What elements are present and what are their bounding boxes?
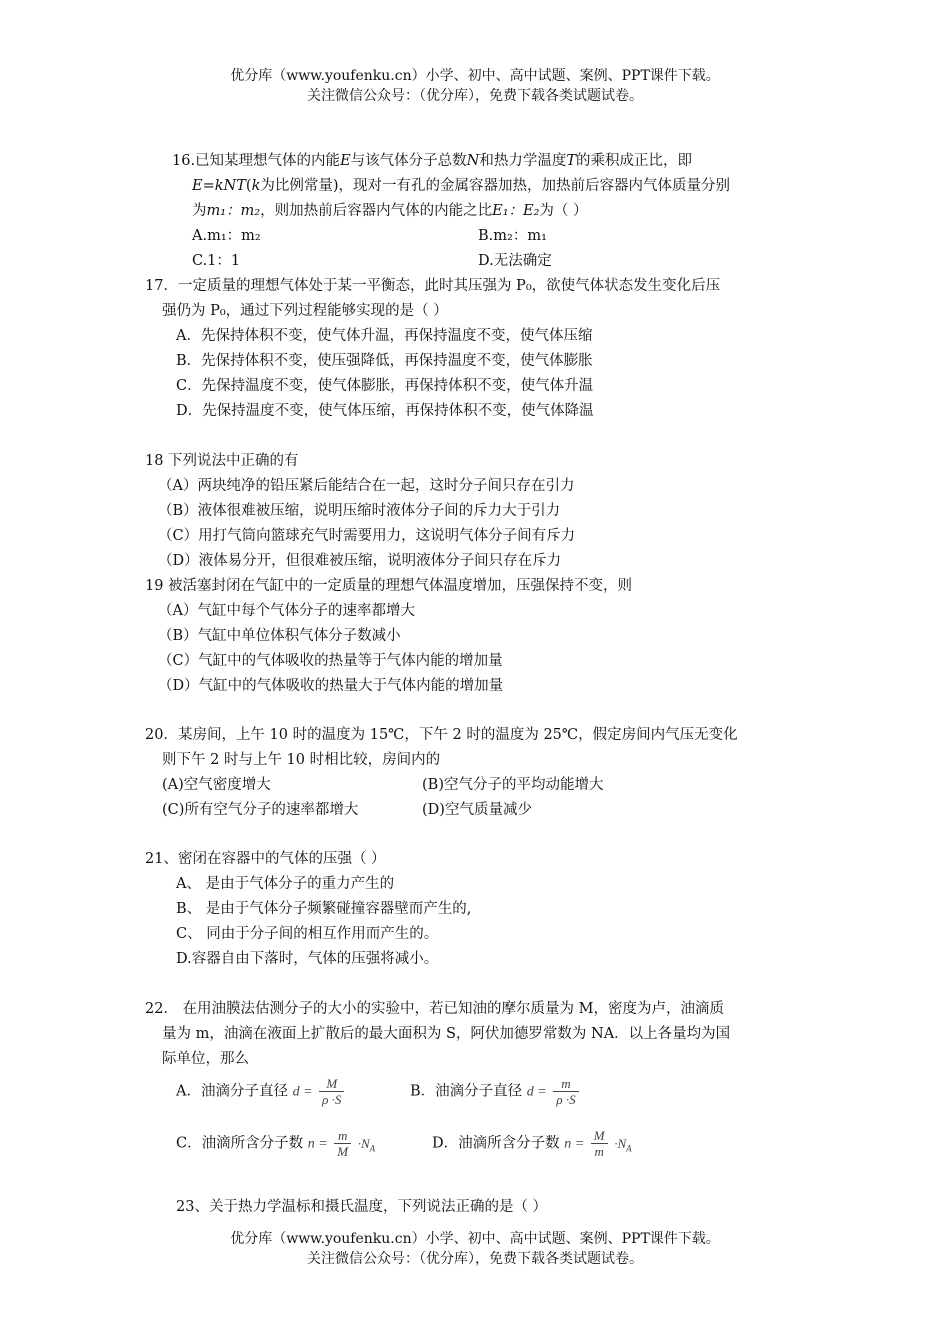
q19-option-b: （B）气缸中单位体积气体分子数减小 [158, 628, 401, 644]
q17-stem-line-1: 17．一定质量的理想气体处于某一平衡态，此时其压强为 P₀，欲使气体状态发生变化后压 [145, 278, 721, 294]
q22-fb-den: ρ ·S [556, 1092, 576, 1107]
q22-fa-den: ρ ·S [322, 1092, 342, 1107]
q22-option-d-na: $\cdot N_A$ [614, 1135, 632, 1154]
q19-option-d: （D）气缸中的气体吸收的热量大于气体内能的增加量 [158, 678, 504, 694]
q16-formula: E=kNT [192, 178, 246, 194]
q18-option-d: （D）液体易分开，但很难被压缩，说明液体分子间只存在斥力 [158, 553, 562, 569]
q16-stem-line-1: 16.已知某理想气体的内能E与该气体分子总数N和热力学温度T的乘积成正比，即 [172, 153, 693, 169]
q20-option-c: (C)所有空气分子的速率都增大 [162, 802, 359, 818]
q22-option-d-formula [591, 1128, 608, 1159]
q20-option-b: (B)空气分子的平均动能增大 [422, 777, 604, 793]
q22-option-a-d: d = [292, 1084, 313, 1100]
q16-option-b: B.m₂：m₁ [478, 228, 547, 244]
q20-option-d: (D)空气质量减少 [422, 802, 532, 818]
q22-stem-line-1: 22． 在用油膜法估测分子的大小的实验中，若已知油的摩尔质量为 M，密度为卢，油滴质 [145, 1001, 725, 1017]
q22-option-c-formula [334, 1128, 351, 1159]
q18-stem: 18 下列说法中正确的有 [145, 453, 299, 469]
footer-line-1: 优分库（www.youfenku.cn）小学、初中、高中试题、案例、PPT课件下载。 [230, 1231, 720, 1247]
q22-option-c-na: $\cdot N_A$ [357, 1135, 376, 1154]
q22-option-c-n: n = [307, 1136, 328, 1152]
q19-stem: 19 被活塞封闭在气缸中的一定质量的理想气体温度增加，压强保持不变，则 [145, 578, 633, 594]
q21-stem: 21、密闭在容器中的气体的压强（ ） [145, 851, 386, 867]
q22-option-c: C．油滴所含分子数 n = $\frac{m}{M}$ $\cdot N_A$ [176, 1128, 376, 1159]
q16-option-a: A.m₁：m₂ [192, 228, 261, 244]
q16-option-c: C.1：1 [192, 253, 241, 269]
header-line-2: 关注微信公众号：（优分库），免费下载各类试题试卷。 [307, 88, 643, 104]
q18-option-a: （A）两块纯净的铅压紧后能结合在一起，这时分子间只存在引力 [158, 478, 575, 494]
q22-fb-num: m [553, 1076, 578, 1092]
q22-option-b-formula [553, 1076, 578, 1107]
q16-stem-line-2: E=kNT(k为比例常量)，现对一有孔的金属容器加热，加热前后容器内气体质量分别 [192, 178, 731, 194]
q19-option-c: （C）气缸中的气体吸收的热量等于气体内能的增加量 [158, 653, 503, 669]
q22-option-a: A．油滴分子直径 d = $\frac{M}{\rho \cdot S}$ [176, 1076, 346, 1107]
header-line-1: 优分库（www.youfenku.cn）小学、初中、高中试题、案例、PPT课件下载。 [230, 68, 720, 84]
footer-line-2: 关注微信公众号：（优分库），免费下载各类试题试卷。 [307, 1251, 643, 1267]
q22-option-a-formula [319, 1076, 344, 1107]
q22-fd-den: m [594, 1144, 604, 1159]
q21-option-d: D.容器自由下落时，气体的压强将减小。 [176, 951, 439, 967]
q22-option-d-n: n = [564, 1136, 585, 1152]
q21-option-c: C、 同由于分子间的相互作用而产生的。 [176, 926, 439, 942]
q20-stem-line-1: 20．某房间，上午 10 时的温度为 15℃，下午 2 时的温度为 25℃，假定房间内气压无变化 [145, 727, 738, 743]
q18-option-b: （B）液体很难被压缩，说明压缩时液体分子间的斥力大于引力 [158, 503, 561, 519]
q22-fc-den: M [337, 1144, 349, 1159]
q17-option-a: A．先保持体积不变，使气体升温，再保持温度不变，使气体压缩 [176, 328, 593, 344]
q22-stem-line-3: 际单位，那么 [162, 1051, 249, 1067]
q17-option-c: C．先保持温度不变，使气体膨胀，再保持体积不变，使气体升温 [176, 378, 594, 394]
q22-fc-num: m [334, 1128, 351, 1144]
q22-option-d: D．油滴所含分子数 n = $\frac{M}{m}$ $\cdot N_A$ [432, 1128, 632, 1159]
q17-option-b: B．先保持体积不变，使压强降低，再保持温度不变，使气体膨胀 [176, 353, 593, 369]
q22-stem-line-2: 量为 m，油滴在液面上扩散后的最大面积为 S，阿伏加德罗常数为 NA．以上各量均为国 [162, 1026, 731, 1042]
q20-option-a: (A)空气密度增大 [162, 777, 271, 793]
q18-option-c: （C）用打气筒向篮球充气时需要用力，这说明气体分子间有斥力 [158, 528, 576, 544]
q22-fa-num: M [319, 1076, 344, 1092]
q23-stem: 23、关于热力学温标和摄氏温度，下列说法正确的是（ ） [176, 1199, 548, 1215]
q22-option-b: B．油滴分子直径 d = $\frac{m}{\rho \cdot S}$ [410, 1076, 581, 1107]
q16-stem-line-3: 为m₁：m₂，则加热前后容器内气体的内能之比E₁：E₂为（ ） [192, 203, 588, 219]
q16-option-d: D.无法确定 [478, 253, 552, 269]
q17-stem-line-2: 强仍为 P₀，通过下列过程能够实现的是（ ） [162, 303, 448, 319]
q21-option-b: B、 是由于气体分子频繁碰撞容器壁而产生的, [176, 901, 472, 917]
q20-stem-line-2: 则下午 2 时与上午 10 时相比较，房间内的 [162, 752, 441, 768]
q22-fd-num: M [591, 1128, 608, 1144]
q17-option-d: D．先保持温度不变，使气体压缩，再保持体积不变，使气体降温 [176, 403, 594, 419]
q21-option-a: A、 是由于气体分子的重力产生的 [176, 876, 395, 892]
q22-option-b-d: d = [526, 1084, 547, 1100]
q19-option-a: （A）气缸中每个气体分子的速率都增大 [158, 603, 415, 619]
